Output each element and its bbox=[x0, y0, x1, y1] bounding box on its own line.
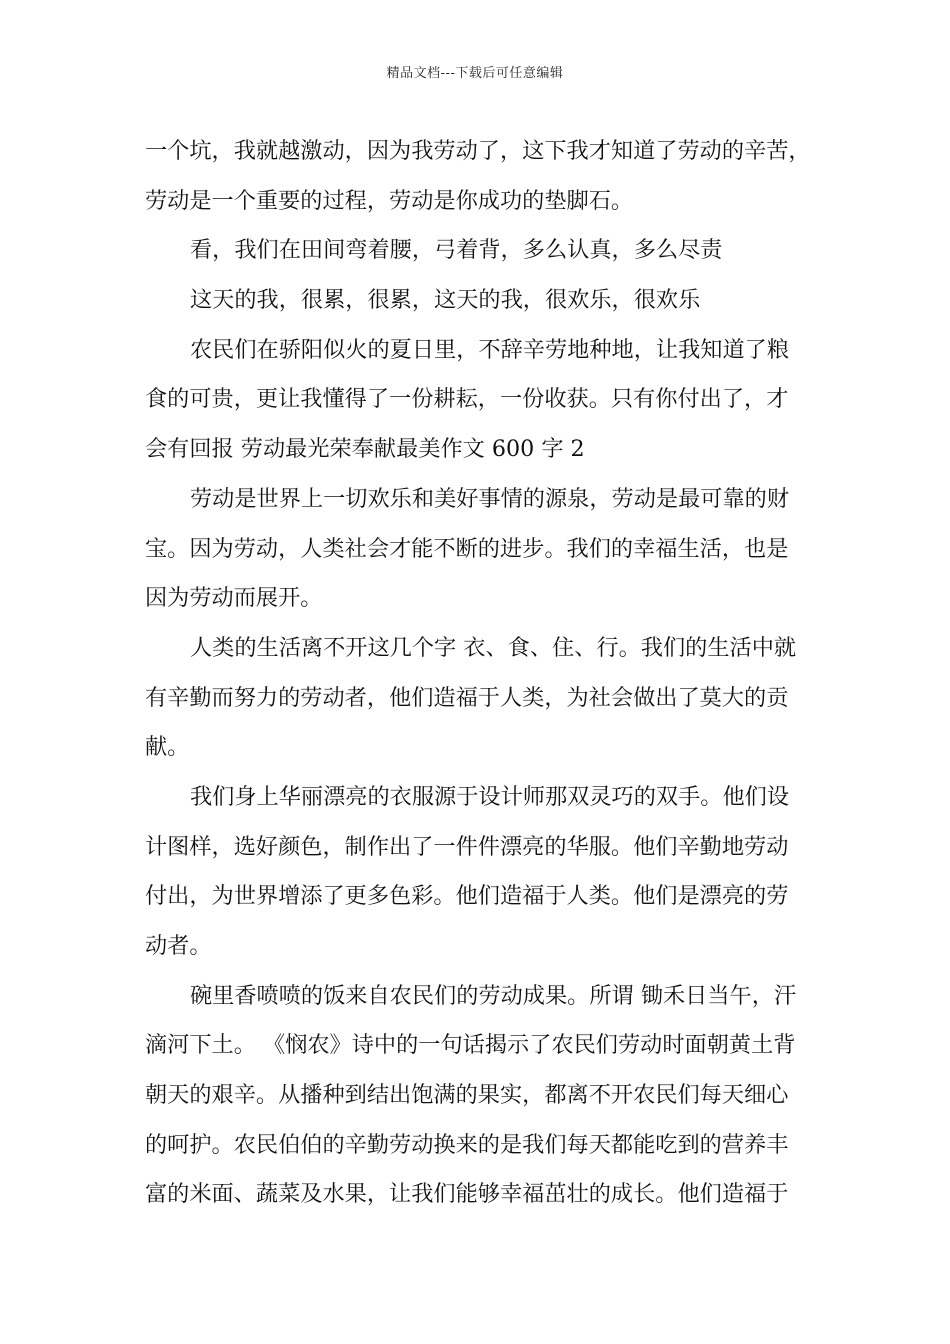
text-line: 碗里香喷喷的饭来自农民们的劳动成果。所谓 锄禾日当午，汗 bbox=[190, 982, 797, 1009]
text-line: 动者。 bbox=[145, 933, 212, 959]
text-line: 的呵护。农民伯伯的辛勤劳动换来的是我们每天都能吃到的营养丰 bbox=[145, 1131, 789, 1158]
text-line: 食的可贵，更让我懂得了一份耕耘，一份收获。只有你付出了，才 bbox=[145, 386, 789, 413]
text-line: 人类的生活离不开这几个字 衣、食、住、行。我们的生活中就 bbox=[190, 634, 797, 661]
text-line: 一个坑，我就越激动，因为我劳动了，这下我才知道了劳动的辛苦， bbox=[145, 138, 811, 164]
text-line: 有辛勤而努力的劳动者，他们造福于人类，为社会做出了莫大的贡 bbox=[145, 684, 789, 711]
text-line: 付出，为世界增添了更多色彩。他们造福于人类。他们是漂亮的劳 bbox=[145, 883, 789, 910]
text-line: 朝天的艰辛。从播种到结出饱满的果实，都离不开农民们每天细心 bbox=[145, 1082, 789, 1109]
text-line: 宝。因为劳动，人类社会才能不断的进步。我们的幸福生活，也是 bbox=[145, 535, 789, 562]
text-line: 会有回报 劳动最光荣奉献最美作文 600 字 2 bbox=[145, 436, 585, 463]
body-text bbox=[145, 127, 810, 1220]
text-line: 滴河下土。 《悯农》诗中的一句话揭示了农民们劳动时面朝黄土背 bbox=[145, 1032, 796, 1059]
text-line: 我们身上华丽漂亮的衣服源于设计师那双灵巧的双手。他们设 bbox=[190, 783, 790, 810]
page-header: 精品文档---下载后可任意编辑 bbox=[386, 66, 564, 81]
text-line: 农民们在骄阳似火的夏日里，不辞辛劳地种地，让我知道了粮 bbox=[190, 336, 790, 363]
text-line: 富的米面、蔬菜及水果，让我们能够幸福茁壮的成长。他们造福于 bbox=[145, 1181, 789, 1208]
text-line: 献。 bbox=[145, 734, 190, 761]
text-line: 看，我们在田间弯着腰，弓着背，多么认真，多么尽责 bbox=[190, 237, 723, 264]
text-line: 这天的我，很累，很累，这天的我，很欢乐，很欢乐 bbox=[190, 287, 701, 314]
text-line: 因为劳动而展开。 bbox=[145, 585, 323, 612]
text-line: 劳动是一个重要的过程，劳动是你成功的垫脚石。 bbox=[145, 187, 634, 214]
text-line: 劳动是世界上一切欢乐和美好事情的源泉，劳动是最可靠的财 bbox=[190, 485, 790, 512]
text-line: 计图样，选好颜色，制作出了一件件漂亮的华服。他们辛勤地劳动 bbox=[145, 833, 789, 860]
